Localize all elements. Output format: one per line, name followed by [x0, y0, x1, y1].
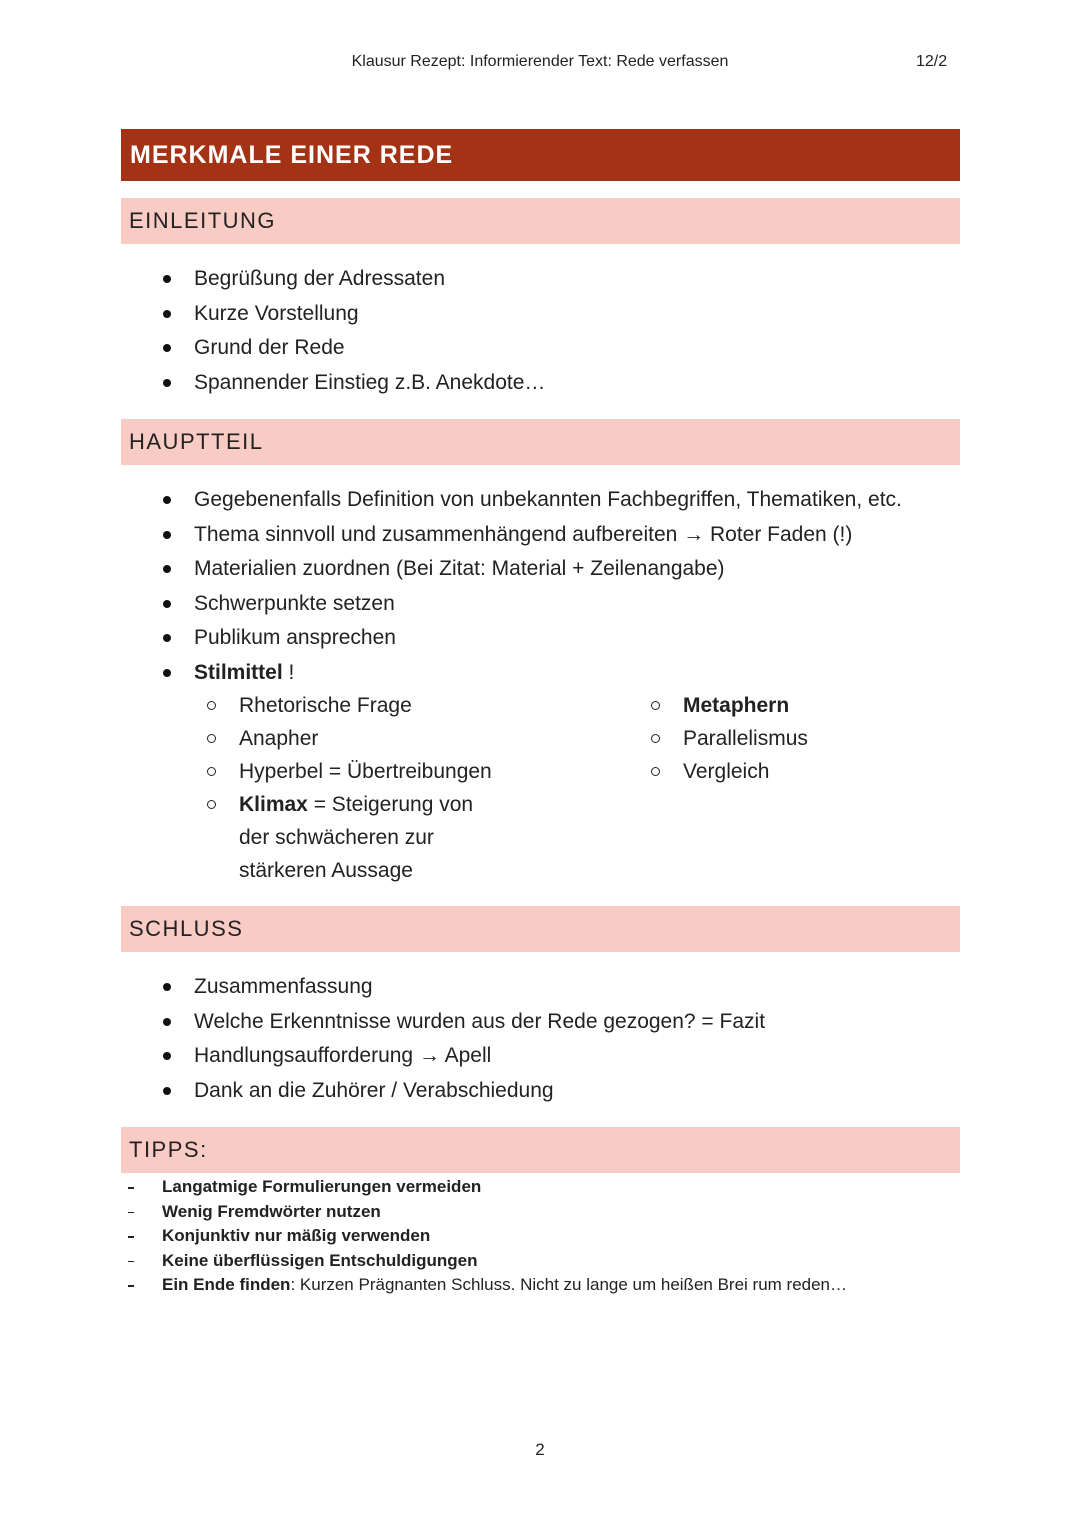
sub-list-item-text: Hyperbel = Übertreibungen	[239, 760, 492, 783]
dash-bullet-icon	[128, 1236, 134, 1238]
tip-item-bold-text: Ein Ende finden	[162, 1275, 291, 1294]
page-number: 2	[535, 1440, 545, 1459]
hauptteil-list	[160, 483, 902, 690]
bullet-icon	[163, 1087, 171, 1095]
klimax-label: Klimax	[239, 793, 308, 816]
list-item-text: Schwerpunkte setzen	[194, 591, 395, 615]
bullet-icon	[163, 496, 171, 504]
list-item-text: Dank an die Zuhörer / Verabschiedung	[194, 1078, 554, 1102]
sub-list-item	[207, 755, 497, 788]
list-item-text: Grund der Rede	[194, 336, 345, 359]
list-item	[160, 366, 545, 401]
list-item	[160, 262, 545, 297]
stilmittel-list-left	[207, 689, 497, 887]
circle-bullet-icon	[207, 734, 216, 743]
list-item	[160, 483, 902, 518]
bullet-icon	[163, 1052, 171, 1060]
dash-bullet-icon	[128, 1285, 134, 1287]
bullet-icon	[163, 600, 171, 608]
list-item-text: Materialien zuordnen (Bei Zitat: Material + Zeilenangabe)	[194, 557, 725, 580]
list-item	[160, 297, 545, 332]
list-item-text: Gegebenenfalls Definition von unbekannten Fachbegriffen, Thematiken, etc.	[194, 488, 902, 511]
einleitung-list	[160, 262, 545, 400]
sub-list-item	[651, 689, 951, 722]
tipps-list	[126, 1175, 847, 1298]
list-item-text: Kurze Vorstellung	[194, 301, 359, 325]
sub-list-item-text: Vergleich	[683, 760, 770, 783]
list-item-text: Thema sinnvoll und zusammenhängend aufbereiten → Roter Faden (!)	[194, 522, 853, 546]
sub-list-item-text: Parallelismus	[683, 727, 808, 750]
list-item-text: Zusammenfassung	[194, 975, 373, 998]
bullet-icon	[163, 531, 171, 539]
document-header-page-ref: 12/2	[916, 53, 948, 70]
list-item-text: Spannender Einstieg z.B. Anekdote…	[194, 370, 546, 394]
tip-item	[126, 1175, 847, 1200]
sub-list-item	[207, 689, 497, 722]
list-item-stilmittel	[160, 656, 902, 691]
tip-item	[126, 1273, 847, 1298]
bullet-icon	[163, 634, 171, 642]
bullet-icon	[163, 310, 171, 318]
list-item	[160, 970, 765, 1005]
klimax-description: = Steigerung von der schwächeren zur stärkeren Aussage	[239, 793, 474, 882]
list-item	[160, 1005, 765, 1040]
dash-bullet-icon	[128, 1187, 134, 1189]
sub-list-item	[207, 722, 497, 755]
tip-item-text: : Kurzen Prägnanten Schluss. Nicht zu lange um heißen Brei rum reden…	[290, 1275, 848, 1294]
list-item	[160, 331, 545, 366]
bullet-icon	[163, 379, 171, 387]
sub-list-item-text: Metaphern	[683, 694, 790, 717]
list-item-text: Begrüßung der Adressaten	[194, 267, 445, 290]
document-header-title: Klausur Rezept: Informierender Text: Rede verfassen	[351, 53, 729, 70]
list-item-text: Publikum ansprechen	[194, 626, 396, 649]
sub-list-item	[651, 755, 951, 788]
list-item-text: Welche Erkenntnisse wurden aus der Rede gezogen? = Fazit	[194, 1009, 766, 1033]
tip-item-text: Keine überflüssigen Entschuldigungen	[162, 1250, 478, 1270]
list-item	[160, 587, 902, 622]
circle-bullet-icon	[651, 734, 660, 743]
list-item	[160, 1074, 765, 1109]
bullet-icon	[163, 983, 171, 991]
sub-list-item-text: Rhetorische Frage	[239, 694, 412, 717]
stilmittel-label: Stilmittel	[194, 660, 283, 684]
list-item	[160, 1039, 765, 1074]
section-heading-schluss: SCHLUSS	[121, 906, 960, 952]
bullet-icon	[163, 565, 171, 573]
sub-list-item-text: Anapher	[239, 727, 319, 750]
sub-list-item	[651, 722, 951, 755]
bullet-icon	[163, 1018, 171, 1026]
section-heading-tipps: TIPPS:	[121, 1127, 960, 1173]
schluss-list	[160, 970, 765, 1108]
circle-bullet-icon	[207, 767, 216, 776]
tip-item-text: Langatmige Formulierungen vermeiden	[162, 1177, 482, 1196]
tip-item-text: Konjunktiv nur mäßig verwenden	[162, 1226, 431, 1245]
sub-list-item	[207, 788, 497, 887]
list-item-text: Handlungsaufforderung → Apell	[194, 1044, 492, 1067]
list-item	[160, 518, 902, 553]
bullet-icon	[163, 275, 171, 283]
tip-item	[126, 1200, 847, 1225]
main-title: MERKMALE EINER REDE	[121, 129, 960, 181]
circle-bullet-icon	[651, 767, 660, 776]
stilmittel-suffix: !	[282, 660, 295, 684]
stilmittel-list-right	[651, 689, 951, 788]
tip-item	[126, 1224, 847, 1249]
bullet-icon	[163, 344, 171, 352]
circle-bullet-icon	[207, 800, 216, 809]
dash-bullet-icon	[128, 1261, 134, 1263]
tip-item-text: Wenig Fremdwörter nutzen	[162, 1201, 381, 1221]
section-heading-hauptteil: HAUPTTEIL	[121, 419, 960, 465]
tip-item	[126, 1249, 847, 1274]
circle-bullet-icon	[651, 701, 660, 710]
circle-bullet-icon	[207, 701, 216, 710]
bullet-icon	[163, 669, 171, 677]
section-heading-einleitung: EINLEITUNG	[121, 198, 960, 244]
dash-bullet-icon	[128, 1212, 134, 1214]
list-item	[160, 621, 902, 656]
list-item	[160, 552, 902, 587]
